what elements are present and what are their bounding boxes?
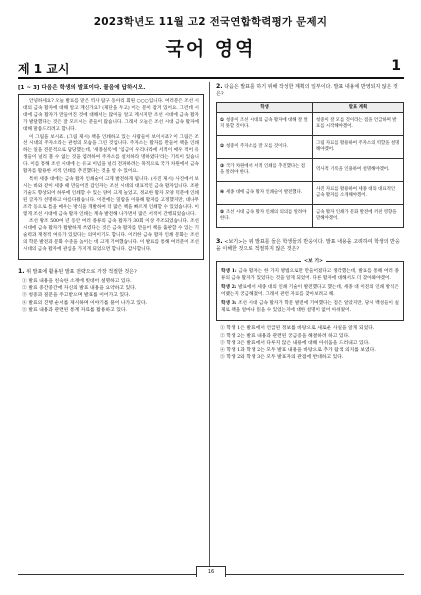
answer-option[interactable]: ③ 청중과 질문을 주고받으며 발표를 이어가고 있다.	[22, 293, 131, 299]
instruction-text: [1 ~ 3] 다음은 학생의 발표이다. 물음에 답하시오.	[18, 85, 146, 91]
left-column	[18, 83, 204, 314]
question-stem: 위 발표에 활용된 발표 전략으로 가장 적절한 것은?	[26, 268, 137, 275]
table-cell: 조선 시대 금속 활자 인쇄의 의의를 알려야 한다.	[220, 210, 307, 221]
table-cell: 그림 자료를 활용하여 주자소의 역할을 설명해야겠어.	[313, 136, 404, 159]
passage-paragraph: 조선 왕조 500여 년 동안 여러 종류의 금속 활자가 30회 이상 주조되었습니다. 조선 시대에 금속 활자가 활발하게 쓰였다는 것은 금속 활자를 만들어 책을 출판할 수 있는 기술력과 재정적 여유가 있었다는 의미이기도 합니다. 이러한 금속 활자 인쇄 문화는 조선의 학문 발전과 문화 수준을 높이는 데 크게 기여했습니다. 이 발표를 통해 여러분이 조선 시대의 금속 활자에 관심을 가지게 되었으면 합니다. 감사합니다.	[23, 219, 199, 253]
reaction-text: 금속 활자는 한 가지 방법으로만 만들어졌다고 생각했는데, 발표를 통해 여러 종류의 금속 활자가 있었다는 것을 알게 되었어. 다른 활자에 대해서도 더 찾아봐야겠어.	[221, 269, 399, 281]
table-cell: 국가 차원에서 서적 인쇄를 추진했다는 점을 알려야 한다.	[220, 164, 306, 175]
option-mark[interactable]: ②	[220, 144, 224, 149]
table-cell: 세종 대에 금속 활자 인쇄술이 발전했다.	[225, 190, 303, 195]
answer-option[interactable]: ② 발표 중간중간에 자신의 발표 내용을 요약하고 있다.	[22, 286, 137, 292]
bogi-box	[216, 258, 404, 321]
right-column	[216, 83, 404, 361]
speaker-label: 학생 1:	[221, 269, 237, 274]
question-1	[18, 268, 204, 314]
answer-option[interactable]: ② 학생 2는 발표 내용과 관련된 궁금증을 해결하려 하고 있다.	[220, 333, 350, 339]
table-row	[217, 205, 404, 228]
table-row	[217, 182, 404, 205]
table-header: 발표 계획	[313, 103, 404, 113]
table-cell: 청중이 잘 모를 것이라는 점을 언급하며 발표를 시작해야겠어.	[313, 113, 404, 136]
bogi-label: <보 기>	[301, 258, 326, 265]
table-row	[217, 159, 404, 182]
exam-title: 2023학년도 11월 고2 전국연합학력평가 문제지	[93, 16, 328, 28]
answer-options	[216, 325, 404, 361]
session-label: 제 1 교시	[18, 62, 70, 76]
page-number: 1	[391, 58, 401, 74]
answer-option[interactable]: ④ 학생 1과 학생 2는 모두 발표 내용을 바탕으로 추가 탐색 의지를 보였다.	[220, 348, 376, 354]
table-cell: 청중이 조선 시대의 금속 활자에 대해 잘 알지 못할 것이다.	[220, 118, 308, 129]
table-cell: 청중이 주자소를 잘 모를 것이다.	[225, 144, 289, 149]
passage-paragraph: 안녕하세요? 오늘 발표를 맡은 역사 탐구 동아리 회원 ○○○입니다. 여러분은 조선 시대의 금속 활자에 대해 알고 계신가요? (제단을 두고) 이는 문이 잠겨 있어요. 그런데 시대에 금속 활자가 만들어진 것에 대해서는 많이들 알고 계시지만 조선 시대에 금속 활자가 발달했다는 것은 잘 모르시는 분들이 많습니다. 그래서 오늘은 조선 시대 금속 활자에 대해 말씀드리려고 합니다.	[23, 99, 199, 132]
header-divider	[18, 77, 404, 79]
column-divider	[209, 82, 210, 572]
question-stem: <보기>는 위 발표를 들은 학생들의 반응이다. 발표 내용을 고려하여 학생의 반응을 이해한 것으로 적절하지 않은 것은?	[216, 239, 400, 252]
student-reaction	[221, 285, 399, 299]
option-mark[interactable]: ⑤	[220, 210, 224, 215]
speaker-label: 학생 2:	[221, 284, 237, 290]
speaker-label: 학생 3:	[221, 300, 237, 306]
student-reaction	[221, 269, 399, 283]
table-header: 학생	[217, 103, 313, 113]
passage-box	[18, 94, 204, 260]
reaction-text: 조선 시대 금속 활자가 학문 발전에 기여했다는 점은 알았지만, 당시 백성들이 실제로 책을 얼마나 읽을 수 있었는지에 대한 설명이 없어 아쉬웠어.	[221, 300, 399, 313]
passage-paragraph: 이 그림을 보시죠. (그림 제시) 책을 인쇄하고 있는 사람들이 보이시죠? 이 그림은 조선 시대의 주자소라는 관청의 모습을 그린 것입니다. 주자소는 활자를 만들어 책을 인쇄하는 일을 전문적으로 담당했는데, '세종실록'에 '임금이 우리나라에 서적이 매우 적어 유생들이 널리 볼 수 없는 것을 염려하여 주자소를 설치하라 명하였다'라는 기록이 있습니다. 이를 통해 조선 시대에 는 유교 이념을 널리 전파하려는 목적으로 국가 차원에서 금속 활자를 활용한 서적 인쇄를 추진했다는 것을 알 수 있어요.	[23, 134, 199, 175]
table-cell: 역사적 기록을 인용하여 설명해야겠어.	[313, 159, 404, 182]
subject-title: 국어 영역	[165, 38, 256, 60]
answer-option[interactable]: ⑤ 발표 내용과 관련된 통계 자료를 활용하고 있다.	[22, 307, 128, 313]
reaction-text: 발표에서 세종 대의 인쇄 기술이 발전했다고 했는데, 세종 대 이전의 인쇄 방식은 어땠는지 궁금해졌어. 그래서 관련 자료를 찾아보려고 해.	[221, 284, 399, 297]
answer-options	[18, 278, 204, 314]
question-2	[216, 83, 404, 98]
answer-option[interactable]: ⑤ 학생 2와 학생 3은 모두 발표자의 관점에 반대하고 있다.	[220, 355, 344, 361]
passage-paragraph: 특히 세종 대에는 금속 활자 인쇄술이 크게 발전하게 됩니다. (사진 제시) 사진에서 보시는 바와 같이 세종 때 만들어진 갑인자는 조선 시대의 대표적인 금속 활자입니다. 조판 기술도 향상되어 하루에 인쇄할 수 있는 양이 크게 늘었고, 정교한 활자 모양 덕분에 인쇄된 글자가 선명하고 아름다웠습니다. 이전에는 밀랍을 이용해 활자를 고정했지만, 대나무 조각 등으로 틈을 메우는 방식을 개발하여 더 많은 책을 빠르게 인쇄할 수 있었습니다. 이렇게 조선 시대에 금속 활자 인쇄는 계속 발전해 나가면서 많은 서적이 간행되었습니다.	[23, 176, 199, 217]
option-mark[interactable]: ④	[220, 190, 224, 195]
question-number: 2.	[216, 83, 223, 90]
option-mark[interactable]: ①	[220, 118, 224, 123]
table-row	[217, 113, 404, 136]
question-number: 3.	[216, 238, 223, 245]
table-cell: 사진 자료를 활용하여 세종 대의 대표적인 금속 활자를 소개해야겠어.	[313, 182, 404, 205]
table-row	[217, 136, 404, 159]
option-mark[interactable]: ③	[220, 164, 224, 169]
answer-option[interactable]: ① 학생 1은 발표에서 언급된 정보를 바탕으로 새로운 사실을 알게 되었다.	[220, 326, 375, 332]
question-3	[216, 238, 404, 253]
plan-table	[216, 102, 404, 228]
student-reaction	[221, 301, 399, 315]
table-cell: 금속 활자 인쇄가 문화 발전에 끼친 영향을 말해야겠어.	[313, 205, 404, 228]
answer-option[interactable]: ④ 발표의 진행 순서를 제시하며 이야기를 풀어 나가고 있다.	[22, 300, 148, 306]
answer-option[interactable]: ③ 학생 3은 발표에서 다루지 않은 내용에 대해 아쉬움을 드러내고 있다.	[220, 340, 370, 346]
answer-option[interactable]: ① 발표 내용을 친숙한 소재에 빗대어 설명하고 있다.	[22, 278, 132, 284]
footer-page-number: 16	[196, 566, 226, 577]
question-number: 1.	[18, 267, 25, 275]
question-stem: 다음은 발표를 하기 위해 작성한 계획의 일부이다. 발표 내용에 반영되지 않은 것은?	[216, 84, 398, 97]
